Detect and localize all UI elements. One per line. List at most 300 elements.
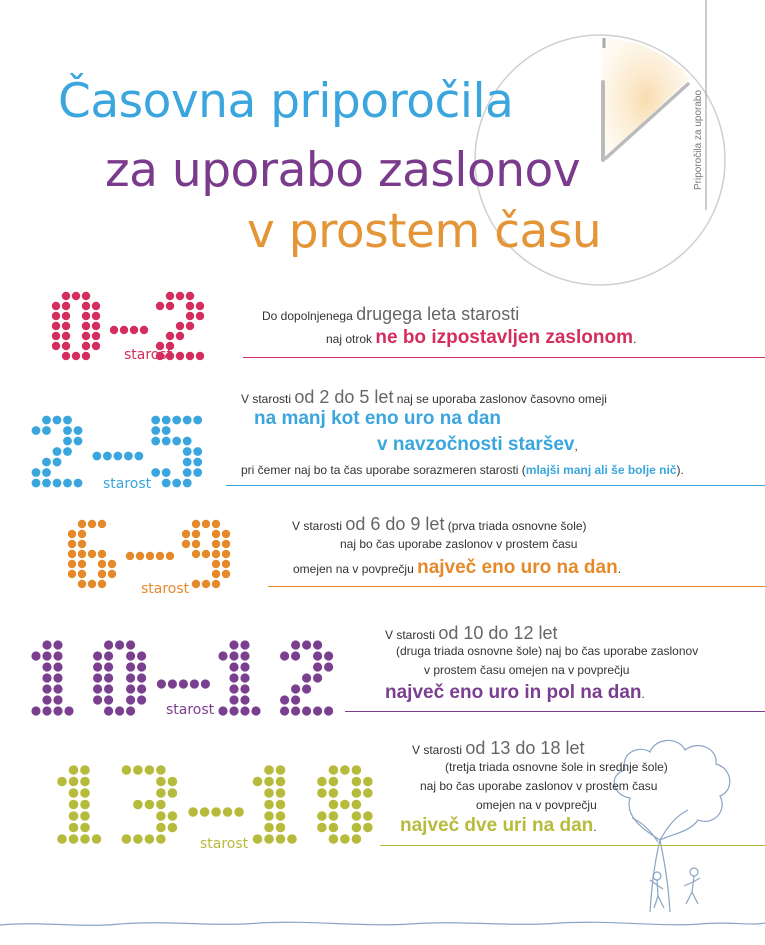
numeral-dot [156, 765, 166, 775]
dash-dot [124, 452, 133, 461]
numeral-dot [82, 352, 90, 360]
numeral-dot [74, 426, 83, 435]
numeral-dot [276, 823, 286, 833]
numeral-dot [53, 416, 62, 425]
numeral-dot [68, 570, 76, 578]
numeral-dot [222, 570, 230, 578]
numeral-dot [62, 352, 70, 360]
dash-dot [110, 326, 118, 334]
numeral-dot [133, 800, 143, 810]
numeral-dot [151, 426, 160, 435]
numeral-dot [176, 292, 184, 300]
numeral-dot [53, 684, 62, 693]
numeral-dot [53, 640, 62, 649]
numeral-dot [264, 811, 274, 821]
numeral-dot [352, 788, 362, 798]
numeral-dot [176, 332, 184, 340]
numeral-dot [98, 580, 106, 588]
numeral-dot [53, 706, 62, 715]
dash-dot [93, 452, 102, 461]
text-line: V starosti od 10 do 12 let [385, 623, 558, 643]
numeral-dot [126, 662, 135, 671]
dash-dot [157, 679, 166, 688]
numeral-dot [264, 823, 274, 833]
numeral-dot [287, 834, 297, 844]
numeral-dot [126, 651, 135, 660]
numeral-dot [78, 560, 86, 568]
numeral-dot [63, 426, 72, 435]
numeral-dot [64, 706, 73, 715]
dash-dot [130, 326, 138, 334]
numeral-dot [104, 673, 113, 682]
section-rule [345, 711, 765, 712]
numeral-dot [69, 788, 79, 798]
numeral-dot [32, 426, 41, 435]
numeral-dot [62, 302, 70, 310]
numeral-dot [240, 651, 249, 660]
numeral-dot [126, 673, 135, 682]
numeral-dot [352, 777, 362, 787]
text-line: V starosti od 6 do 9 let (prva triada osnovne šole) [292, 514, 587, 534]
numeral-dot [291, 695, 300, 704]
dash-dot [126, 552, 134, 560]
section-rule [268, 586, 765, 587]
numeral-dot [104, 640, 113, 649]
dash-dot [103, 452, 112, 461]
numeral-dot [168, 811, 178, 821]
numeral-dot [291, 640, 300, 649]
numeral-dot [88, 550, 96, 558]
numeral-dot [218, 651, 227, 660]
numeral-dot [317, 823, 327, 833]
numeral-dot [352, 834, 362, 844]
numeral-dot [240, 695, 249, 704]
numeral-dot [229, 651, 238, 660]
text-line: največ eno uro in pol na dan. [385, 682, 645, 703]
numeral-dot [202, 520, 210, 528]
numeral-dot [317, 811, 327, 821]
numeral-dot [92, 332, 100, 340]
numeral-dot [166, 292, 174, 300]
numeral-dot [82, 312, 90, 320]
numeral-dot [133, 765, 143, 775]
numeral-dot [193, 458, 202, 467]
dash-dot [135, 452, 144, 461]
numeral-dot [72, 292, 80, 300]
numeral-dot [82, 322, 90, 330]
numeral-dot [229, 695, 238, 704]
numeral-dot [280, 706, 289, 715]
numeral-dot [82, 332, 90, 340]
numeral-dot [42, 695, 51, 704]
numeral-dot [122, 834, 132, 844]
numeral-dot [363, 823, 373, 833]
numeral-dot [42, 706, 51, 715]
numeral-dot [156, 811, 166, 821]
numeral-dot [240, 640, 249, 649]
numeral-dot [291, 706, 300, 715]
numeral-dot [156, 800, 166, 810]
numeral-dot [104, 662, 113, 671]
text-line: V starosti od 2 do 5 let naj se uporaba zaslonov časovno omeji [241, 387, 607, 407]
numeral-dot [98, 560, 106, 568]
numeral-dot [229, 673, 238, 682]
numeral-dot [80, 811, 90, 821]
side-label: Priporočila za uporabo [693, 89, 704, 190]
numeral-dot [166, 302, 174, 310]
numeral-dot [218, 706, 227, 715]
numeral-dot [156, 302, 164, 310]
text-line: v navzočnosti staršev, [377, 434, 578, 455]
numeral-dot [352, 811, 362, 821]
numeral-dot [126, 695, 135, 704]
numeral-dot [62, 322, 70, 330]
section-rule [380, 845, 765, 846]
numeral-dot [240, 673, 249, 682]
numeral-dot [78, 580, 86, 588]
numeral-dot [145, 765, 155, 775]
numeral-dot [340, 800, 350, 810]
numeral-dot [69, 800, 79, 810]
numeral-dot [78, 570, 86, 578]
numeral-dot [88, 580, 96, 588]
numeral-dot [104, 695, 113, 704]
numeral-dot [264, 788, 274, 798]
numeral-dot [172, 416, 181, 425]
numeral-dot [62, 312, 70, 320]
numeral-dot [108, 560, 116, 568]
numeral-dot [88, 520, 96, 528]
numeral-dot [122, 765, 132, 775]
numeral-dot [80, 800, 90, 810]
numeral-dot [156, 777, 166, 787]
numeral-dot [329, 823, 339, 833]
numeral-dot [42, 662, 51, 671]
numeral-dot [340, 765, 350, 775]
numeral-dot [42, 640, 51, 649]
numeral-dot [68, 540, 76, 548]
numeral-dot [162, 426, 171, 435]
numeral-dot [162, 437, 171, 446]
numeral-dot [253, 777, 263, 787]
numeral-dot [62, 342, 70, 350]
dash-dot [234, 807, 244, 817]
text-line: omejen na v povprečju največ eno uro na dan. [293, 557, 622, 578]
numeral-dot [276, 777, 286, 787]
numeral-dot [186, 292, 194, 300]
numeral-dot [183, 416, 192, 425]
text-line: pri čemer naj bo ta čas uporabe sorazmeren starosti (mlajši manj ali še bolje nič). [241, 463, 684, 477]
numeral-dot [317, 788, 327, 798]
numeral-dot [42, 458, 51, 467]
numeral-dot [264, 800, 274, 810]
numeral-dot [115, 706, 124, 715]
numeral-dot [92, 834, 102, 844]
numeral-dot [186, 302, 194, 310]
numeral-dot [182, 530, 190, 538]
numeral-dot [145, 800, 155, 810]
numeral-dot [313, 640, 322, 649]
numeral-dot [93, 673, 102, 682]
text-line: Do dopolnjenega drugega leta starosti [262, 304, 520, 324]
starost-label: starost [200, 836, 249, 852]
numeral-dot [145, 834, 155, 844]
numeral-dot [229, 662, 238, 671]
numeral-dot [276, 800, 286, 810]
text-line: na manj kot eno uro na dan [254, 408, 502, 429]
numeral-dot [151, 416, 160, 425]
numeral-dot [137, 662, 146, 671]
numeral-dot [126, 706, 135, 715]
numeral-dot [78, 520, 86, 528]
numeral-dot [251, 706, 260, 715]
numeral-dot [133, 834, 143, 844]
numeral-dot [291, 651, 300, 660]
numeral-dot [193, 468, 202, 477]
numeral-dot [212, 530, 220, 538]
numeral-dot [137, 684, 146, 693]
dash-dot [140, 326, 148, 334]
numeral-dot [31, 706, 40, 715]
dash-dot [201, 679, 210, 688]
numeral-dot [313, 662, 322, 671]
numeral-dot [186, 322, 194, 330]
numeral-dot [329, 811, 339, 821]
numeral-dot [222, 550, 230, 558]
numeral-dot [229, 684, 238, 693]
numeral-dot [264, 765, 274, 775]
numeral-dot [42, 479, 51, 488]
numeral-dot [82, 302, 90, 310]
numeral-dot [156, 788, 166, 798]
numeral-dot [156, 834, 166, 844]
numeral-dot [92, 322, 100, 330]
text-line: naj bo čas uporabe zaslonov v prostem času [420, 779, 658, 793]
numeral-dot [78, 530, 86, 538]
dash-dot [146, 552, 154, 560]
numeral-dot [202, 580, 210, 588]
text-line: naj otrok ne bo izpostavljen zaslonom. [326, 327, 637, 348]
numeral-dot [92, 312, 100, 320]
numeral-dot [69, 811, 79, 821]
numeral-dot [137, 673, 146, 682]
numeral-dot [57, 777, 67, 787]
dash-dot [179, 679, 188, 688]
numeral-dot [329, 765, 339, 775]
numeral-dot [172, 437, 181, 446]
numeral-dot [183, 468, 192, 477]
numeral-dot [192, 550, 200, 558]
numeral-dot [324, 651, 333, 660]
title-line-2: za uporabo zaslonov [105, 143, 581, 198]
title-line-3: v prostem času [247, 204, 602, 259]
numeral-dot [108, 570, 116, 578]
numeral-dot [192, 540, 200, 548]
dash-dot [120, 326, 128, 334]
numeral-dot [53, 662, 62, 671]
dash-dot [223, 807, 233, 817]
numeral-dot [192, 530, 200, 538]
numeral-dot [229, 640, 238, 649]
numeral-dot [68, 560, 76, 568]
numeral-dot [104, 684, 113, 693]
ground-line [0, 922, 765, 925]
numeral-dot [186, 312, 194, 320]
text-line: (tretja triada osnovne šole in srednje šole) [445, 760, 668, 774]
numeral-dot [151, 468, 160, 477]
numeral-dot [240, 684, 249, 693]
numeral-dot [57, 834, 67, 844]
numeral-dot [104, 706, 113, 715]
numeral-dot [352, 765, 362, 775]
numeral-dot [93, 651, 102, 660]
numeral-dot [137, 651, 146, 660]
numeral-dot [276, 788, 286, 798]
text-line: omejen na v povprečju [476, 798, 597, 812]
numeral-dot [340, 834, 350, 844]
numeral-dot [280, 695, 289, 704]
numeral-dot [92, 342, 100, 350]
numeral-dot [324, 662, 333, 671]
numeral-dot [329, 777, 339, 787]
numeral-dot [69, 823, 79, 833]
numeral-dot [137, 695, 146, 704]
numeral-dot [31, 651, 40, 660]
numeral-dot [212, 550, 220, 558]
dash-dot [114, 452, 123, 461]
numeral-dot [313, 651, 322, 660]
numeral-dot [202, 550, 210, 558]
numeral-dot [78, 540, 86, 548]
numeral-dot [93, 695, 102, 704]
numeral-dot [176, 352, 184, 360]
numeral-dot [240, 662, 249, 671]
numeral-dot [276, 811, 286, 821]
numeral-dot [80, 777, 90, 787]
numeral-dot [183, 479, 192, 488]
numeral-dot [98, 550, 106, 558]
numeral-dot [72, 352, 80, 360]
numeral-dot [53, 458, 62, 467]
numeral-dot [42, 684, 51, 693]
numeral-dot [212, 520, 220, 528]
dash-dot [211, 807, 221, 817]
text-line: (druga triada osnovne šole) naj bo čas uporabe zaslonov [396, 644, 699, 658]
numeral-dot [212, 570, 220, 578]
numeral-dot [212, 580, 220, 588]
numeral-dot [176, 322, 184, 330]
starost-label: starost [166, 702, 215, 718]
numeral-dot [168, 823, 178, 833]
numeral-dot [53, 673, 62, 682]
numeral-dot [93, 684, 102, 693]
numeral-dot [222, 540, 230, 548]
dash-dot [166, 552, 174, 560]
numeral-dot [69, 834, 79, 844]
numeral-dot [42, 651, 51, 660]
numeral-dot [93, 662, 102, 671]
numeral-dot [186, 352, 194, 360]
numeral-dot [156, 823, 166, 833]
numeral-dot [53, 447, 62, 456]
dash-dot [188, 807, 198, 817]
numeral-dot [183, 447, 192, 456]
numeral-dot [53, 479, 62, 488]
numeral-dot [162, 416, 171, 425]
range-label [0, 0, 1, 1]
numeral-dot [363, 788, 373, 798]
numeral-dot [52, 322, 60, 330]
numeral-dot [192, 580, 200, 588]
numeral-dot [302, 684, 311, 693]
numeral-dot [183, 458, 192, 467]
numeral-dot [78, 550, 86, 558]
numeral-dot [82, 292, 90, 300]
numeral-dot [196, 352, 204, 360]
numeral-dot [68, 550, 76, 558]
numeral-dot [80, 788, 90, 798]
numeral-dot [126, 640, 135, 649]
numeral-dot [363, 777, 373, 787]
numeral-dot [264, 777, 274, 787]
numeral-dot [222, 560, 230, 568]
numeral-dot [104, 651, 113, 660]
text-line: največ dve uri na dan. [400, 815, 597, 836]
dash-dot [168, 679, 177, 688]
numeral-dot [192, 520, 200, 528]
numeral-dot [329, 800, 339, 810]
numeral-dot [324, 706, 333, 715]
numeral-dot [98, 520, 106, 528]
numeral-dot [193, 447, 202, 456]
clock-wedge [602, 38, 690, 160]
numeral-dot [52, 302, 60, 310]
numeral-dot [172, 479, 181, 488]
numeral-dot [52, 332, 60, 340]
starost-label: starost [103, 476, 152, 492]
numeral-dot [182, 540, 190, 548]
numeral-dot [329, 788, 339, 798]
title-line-1: Časovna priporočila [58, 74, 514, 129]
numeral-dot [63, 437, 72, 446]
numeral-dot [53, 651, 62, 660]
dash-dot [156, 552, 164, 560]
numeral-dot [166, 332, 174, 340]
numeral-dot [253, 834, 263, 844]
numeral-dot [74, 437, 83, 446]
numeral-dot [62, 332, 70, 340]
section-rule [243, 357, 765, 358]
numeral-dot [69, 765, 79, 775]
numeral-dot [363, 811, 373, 821]
numeral-dot [162, 468, 171, 477]
numeral-dot [80, 765, 90, 775]
numeral-dot [302, 640, 311, 649]
numeral-dot [276, 834, 286, 844]
numeral-dot [240, 706, 249, 715]
numeral-dot [183, 437, 192, 446]
numeral-dot [317, 777, 327, 787]
dash-dot [200, 807, 210, 817]
dash-dot [136, 552, 144, 560]
numeral-dot [74, 479, 83, 488]
numeral-dot [42, 673, 51, 682]
numeral-dot [32, 479, 41, 488]
text-line: v prostem času omejen na v povprečju [424, 663, 630, 677]
numeral-dot [229, 706, 238, 715]
numeral-dot [42, 416, 51, 425]
numeral-dot [42, 468, 51, 477]
